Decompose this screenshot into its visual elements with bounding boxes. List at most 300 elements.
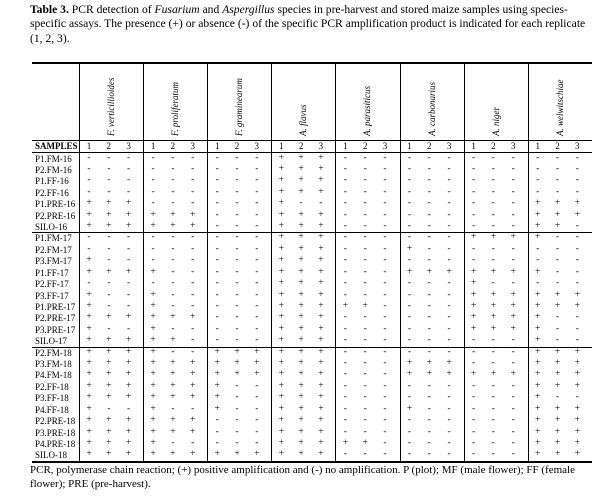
pcr-result-cell: - <box>427 335 431 346</box>
pcr-result-cell: + <box>125 358 132 369</box>
pcr-result-cell: - <box>472 209 476 220</box>
pcr-result-cell: + <box>535 438 541 448</box>
pcr-result-cell: - <box>491 198 495 209</box>
pcr-result-cell: - <box>151 163 155 174</box>
sample-label: SILO-16 <box>35 222 67 233</box>
pcr-result-cell: + <box>278 289 284 300</box>
pcr-result-cell: - <box>191 289 195 300</box>
pcr-result-cell: + <box>86 335 92 346</box>
pcr-result-cell: + <box>150 209 156 220</box>
pcr-result-cell: - <box>447 243 451 254</box>
pcr-result-cell: + <box>406 266 413 277</box>
pcr-result-cell: - <box>235 152 239 163</box>
pcr-result-cell: - <box>383 221 387 232</box>
column-divider <box>143 62 144 462</box>
pcr-result-cell: + <box>86 438 92 448</box>
pcr-result-cell: - <box>235 438 239 448</box>
pcr-result-cell: - <box>171 198 175 209</box>
replicate-number: 2 <box>106 141 112 151</box>
pcr-result-cell: - <box>491 358 495 369</box>
pcr-result-cell: + <box>470 300 477 311</box>
pcr-result-cell: + <box>535 209 541 220</box>
pcr-result-cell: + <box>170 380 176 391</box>
pcr-result-cell: + <box>125 415 132 426</box>
pcr-result-cell: + <box>86 403 92 414</box>
pcr-result-cell: - <box>555 255 560 266</box>
pcr-result-cell: - <box>427 198 431 209</box>
pcr-result-cell: - <box>491 403 495 414</box>
pcr-result-cell: - <box>407 289 412 300</box>
pcr-result-cell: + <box>318 175 324 186</box>
pcr-result-cell: - <box>215 415 219 426</box>
pcr-result-cell: + <box>214 358 220 369</box>
sample-label: P2.FM-16 <box>35 164 72 175</box>
pcr-result-cell: - <box>363 335 367 346</box>
pcr-result-cell: - <box>87 152 91 163</box>
pcr-result-cell: - <box>235 426 239 437</box>
pcr-result-cell: - <box>427 163 431 174</box>
pcr-result-cell: - <box>407 198 412 209</box>
pcr-result-cell: - <box>407 426 412 437</box>
pcr-result-cell: + <box>574 369 580 380</box>
pcr-result-cell: - <box>215 209 219 220</box>
pcr-result-cell: - <box>575 163 579 174</box>
pcr-result-cell: + <box>278 278 284 289</box>
pcr-result-cell: + <box>318 232 324 243</box>
pcr-result-cell: - <box>511 255 515 266</box>
pcr-result-cell: - <box>363 175 367 186</box>
pcr-result-cell: - <box>255 278 259 289</box>
pcr-result-cell: + <box>298 163 304 174</box>
pcr-result-cell: + <box>298 449 304 460</box>
pcr-result-cell: + <box>406 403 413 414</box>
sample-label: P3.FF-18 <box>35 393 69 404</box>
pcr-result-cell: + <box>298 221 304 232</box>
pcr-result-cell: - <box>363 243 367 254</box>
pcr-result-cell: + <box>554 198 561 209</box>
pcr-result-cell: - <box>127 243 131 254</box>
pcr-result-cell: - <box>235 415 239 426</box>
pcr-result-cell: + <box>106 221 112 232</box>
sample-label: P2.FF-17 <box>35 279 69 290</box>
pcr-result-cell: + <box>278 312 284 323</box>
pcr-result-cell: - <box>383 426 387 437</box>
pcr-result-cell: + <box>86 323 92 334</box>
pcr-result-cell: + <box>426 369 432 380</box>
sample-label: P2.FM-18 <box>35 347 72 358</box>
pcr-result-cell: + <box>278 415 284 426</box>
sample-label: P2.FF-16 <box>35 187 69 198</box>
caption-text: Aspergillus <box>222 3 275 16</box>
pcr-result-cell: - <box>107 255 111 266</box>
pcr-result-cell: + <box>86 300 92 311</box>
pcr-result-cell: - <box>191 323 195 334</box>
pcr-result-cell: - <box>343 232 347 243</box>
pcr-result-cell: - <box>575 266 579 277</box>
pcr-result-cell: - <box>235 209 239 220</box>
pcr-result-cell: - <box>575 255 579 266</box>
pcr-result-cell: - <box>555 323 560 334</box>
pcr-result-cell: - <box>235 289 239 300</box>
pcr-result-cell: + <box>278 232 284 243</box>
pcr-result-cell: - <box>343 415 347 426</box>
pcr-result-cell: - <box>255 380 259 391</box>
pcr-result-cell: - <box>383 449 387 460</box>
pcr-result-cell: + <box>318 358 324 369</box>
pcr-result-cell: + <box>554 449 561 460</box>
pcr-result-cell: + <box>125 438 132 448</box>
pcr-result-cell: - <box>383 438 387 448</box>
pcr-result-cell: - <box>447 426 451 437</box>
pcr-result-cell: - <box>511 346 515 357</box>
pcr-result-cell: - <box>407 221 412 232</box>
sample-label: P1.FF-17 <box>35 267 69 278</box>
pcr-result-cell: - <box>407 380 412 391</box>
pcr-result-cell: - <box>491 278 495 289</box>
pcr-result-cell: + <box>510 300 516 311</box>
pcr-result-cell: - <box>511 243 515 254</box>
pcr-result-cell: - <box>383 346 387 357</box>
pcr-result-cell: + <box>170 369 176 380</box>
pcr-result-cell: + <box>535 323 541 334</box>
caption-text: and <box>199 3 223 16</box>
pcr-result-cell: + <box>535 346 541 357</box>
sample-label: P3.PRE-17 <box>35 324 76 335</box>
sample-label: P2.FF-18 <box>35 381 69 392</box>
species-header: A. flavus <box>298 104 309 136</box>
pcr-result-cell: + <box>106 266 112 277</box>
pcr-result-cell: + <box>298 266 304 277</box>
pcr-result-cell: + <box>214 403 220 414</box>
pcr-result-cell: - <box>171 403 175 414</box>
pcr-result-cell: - <box>255 198 259 209</box>
pcr-result-cell: - <box>447 449 451 460</box>
pcr-result-cell: + <box>190 312 196 323</box>
pcr-result-cell: - <box>171 278 175 289</box>
pcr-result-cell: - <box>427 449 431 460</box>
pcr-result-cell: - <box>215 232 219 243</box>
pcr-result-cell: + <box>214 369 220 380</box>
pcr-result-cell: + <box>86 415 92 426</box>
pcr-result-cell: - <box>235 266 239 277</box>
pcr-result-cell: - <box>171 152 175 163</box>
pcr-result-cell: + <box>318 243 324 254</box>
pcr-result-cell: + <box>318 255 324 266</box>
pcr-result-cell: + <box>535 312 541 323</box>
pcr-result-cell: + <box>278 346 284 357</box>
pcr-result-cell: + <box>234 369 240 380</box>
pcr-result-cell: - <box>363 198 367 209</box>
pcr-result-cell: - <box>235 175 239 186</box>
replicate-number: 2 <box>234 141 240 151</box>
pcr-result-cell: - <box>107 243 111 254</box>
pcr-result-cell: - <box>235 312 239 323</box>
pcr-result-cell: - <box>511 335 515 346</box>
pcr-result-cell: + <box>554 369 561 380</box>
pcr-result-cell: + <box>406 369 413 380</box>
pcr-result-cell: + <box>535 300 541 311</box>
caption-label: Table 3. <box>30 3 69 16</box>
pcr-result-cell: + <box>554 209 561 220</box>
pcr-result-cell: - <box>536 243 540 254</box>
pcr-result-cell: - <box>235 380 239 391</box>
pcr-result-cell: - <box>447 289 451 300</box>
sample-label: SILO-18 <box>35 450 67 461</box>
pcr-result-cell: + <box>318 312 324 323</box>
pcr-result-cell: + <box>150 415 156 426</box>
pcr-result-cell: + <box>106 426 112 437</box>
pcr-result-cell: + <box>214 392 220 403</box>
sample-label: SILO-17 <box>35 336 67 347</box>
pcr-result-cell: - <box>472 346 476 357</box>
pcr-result-cell: - <box>87 186 91 197</box>
pcr-result-cell: - <box>191 152 195 163</box>
pcr-result-cell: + <box>490 289 497 300</box>
pcr-result-cell: - <box>171 163 175 174</box>
pcr-result-cell: - <box>511 358 515 369</box>
pcr-result-cell: - <box>215 335 219 346</box>
pcr-result-cell: + <box>150 300 156 311</box>
pcr-result-cell: - <box>235 323 239 334</box>
pcr-result-cell: - <box>151 232 155 243</box>
pcr-result-cell: - <box>363 278 367 289</box>
pcr-result-cell: - <box>555 186 560 197</box>
pcr-result-cell: - <box>191 346 195 357</box>
pcr-result-cell: - <box>235 255 239 266</box>
pcr-result-cell: - <box>447 163 451 174</box>
pcr-result-cell: + <box>318 186 324 197</box>
pcr-result-cell: - <box>107 232 111 243</box>
pcr-result-cell: - <box>107 163 111 174</box>
pcr-result-cell: + <box>278 323 284 334</box>
pcr-result-cell: - <box>491 175 495 186</box>
pcr-result-cell: + <box>554 403 561 414</box>
pcr-result-cell: - <box>215 426 219 437</box>
sample-label: P1.FM-16 <box>35 153 72 164</box>
pcr-result-cell: - <box>255 186 259 197</box>
pcr-result-cell: + <box>150 369 156 380</box>
pcr-result-cell: - <box>491 438 495 448</box>
pcr-result-cell: - <box>427 312 431 323</box>
pcr-result-cell: - <box>511 380 515 391</box>
pcr-result-cell: + <box>190 221 196 232</box>
sample-label: P1.PRE-16 <box>35 199 76 210</box>
replicate-number: 3 <box>446 141 452 151</box>
pcr-result-cell: + <box>278 266 284 277</box>
sample-label: P3.FF-17 <box>35 290 69 301</box>
pcr-result-cell: + <box>490 323 497 334</box>
pcr-result-cell: + <box>278 358 284 369</box>
replicate-number: 3 <box>254 141 260 151</box>
pcr-result-cell: - <box>555 175 560 186</box>
pcr-result-cell: + <box>170 209 176 220</box>
pcr-result-cell: + <box>254 449 260 460</box>
pcr-result-cell: - <box>575 323 579 334</box>
pcr-result-cell: + <box>278 392 284 403</box>
pcr-result-cell: - <box>383 198 387 209</box>
pcr-result-cell: + <box>106 335 112 346</box>
pcr-result-cell: + <box>278 335 284 346</box>
pcr-result-cell: + <box>190 415 196 426</box>
replicate-number: 1 <box>214 141 220 151</box>
pcr-result-cell: + <box>342 300 349 311</box>
pcr-result-cell: + <box>170 392 176 403</box>
pcr-result-cell: - <box>472 415 476 426</box>
pcr-result-cell: - <box>127 289 131 300</box>
pcr-result-cell: + <box>470 232 477 243</box>
pcr-result-cell: - <box>191 175 195 186</box>
pcr-result-cell: + <box>125 392 132 403</box>
pcr-result-cell: - <box>343 369 347 380</box>
pcr-result-cell: + <box>214 380 220 391</box>
pcr-result-cell: + <box>150 392 156 403</box>
pcr-result-cell: - <box>575 186 579 197</box>
pcr-result-cell: - <box>447 175 451 186</box>
pcr-result-cell: + <box>125 426 132 437</box>
pcr-result-cell: - <box>491 255 495 266</box>
replicate-number: 3 <box>510 141 516 151</box>
pcr-result-cell: + <box>490 369 497 380</box>
pcr-result-cell: + <box>318 152 324 163</box>
sample-label: P3.FM-17 <box>35 256 72 267</box>
pcr-result-cell: - <box>472 426 476 437</box>
pcr-result-cell: - <box>343 221 347 232</box>
pcr-result-cell: + <box>318 392 324 403</box>
pcr-result-cell: - <box>235 243 239 254</box>
pcr-result-cell: + <box>298 232 304 243</box>
pcr-result-cell: - <box>555 335 560 346</box>
pcr-result-cell: - <box>191 232 195 243</box>
pcr-result-cell: + <box>535 232 541 243</box>
pcr-result-cell: - <box>191 255 195 266</box>
pcr-result-cell: - <box>343 243 347 254</box>
pcr-result-cell: + <box>86 312 92 323</box>
pcr-result-cell: - <box>383 152 387 163</box>
pcr-result-cell: - <box>363 392 367 403</box>
pcr-result-cell: - <box>363 415 367 426</box>
pcr-result-cell: - <box>343 198 347 209</box>
caption-text: species in pre-harvest and stored maize samples using species-specific assays. The presence (+) or absence (-) of the specific PCR amplification product is indicated for each replicate (1, 2, 3). <box>30 3 586 45</box>
replicate-number: 1 <box>150 141 156 151</box>
pcr-result-cell: + <box>318 426 324 437</box>
pcr-result-cell: - <box>407 255 412 266</box>
pcr-result-cell: - <box>447 312 451 323</box>
pcr-result-cell: + <box>470 312 477 323</box>
pcr-result-cell: - <box>491 426 495 437</box>
replicate-number: 1 <box>407 141 412 151</box>
pcr-result-cell: - <box>255 415 259 426</box>
pcr-result-cell: - <box>447 335 451 346</box>
rule <box>32 62 592 64</box>
pcr-result-cell: - <box>215 152 219 163</box>
pcr-result-cell: + <box>574 358 580 369</box>
pcr-result-cell: - <box>427 175 431 186</box>
replicate-number: 2 <box>555 141 560 151</box>
pcr-result-cell: + <box>125 369 132 380</box>
pcr-result-cell: + <box>234 358 240 369</box>
pcr-result-cell: - <box>575 152 579 163</box>
pcr-result-cell: + <box>278 243 284 254</box>
pcr-result-cell: - <box>235 232 239 243</box>
pcr-result-cell: + <box>318 300 324 311</box>
pcr-result-cell: - <box>343 449 347 460</box>
pcr-result-cell: + <box>86 255 92 266</box>
pcr-result-cell: - <box>511 392 515 403</box>
pcr-result-cell: + <box>150 323 156 334</box>
pcr-result-cell: + <box>574 380 580 391</box>
table-footnote: PCR, polymerase chain reaction; (+) positive amplification and (-) no amplification. P (plot); MF (male flower); FF (female flower); PRE (pre-harvest). <box>30 464 575 490</box>
pcr-result-cell: + <box>125 312 132 323</box>
pcr-result-cell: + <box>86 426 92 437</box>
pcr-result-cell: - <box>319 198 323 209</box>
pcr-result-cell: - <box>215 312 219 323</box>
pcr-result-cell: - <box>171 323 175 334</box>
pcr-result-cell: - <box>383 209 387 220</box>
pcr-result-cell: - <box>343 392 347 403</box>
pcr-result-cell: - <box>87 175 91 186</box>
pcr-result-cell: - <box>407 323 412 334</box>
pcr-result-cell: + <box>298 369 304 380</box>
pcr-result-cell: - <box>383 392 387 403</box>
pcr-result-cell: + <box>106 198 112 209</box>
pcr-result-cell: - <box>427 438 431 448</box>
pcr-result-cell: - <box>511 152 515 163</box>
pcr-result-cell: - <box>235 300 239 311</box>
replicate-number: 3 <box>126 141 131 151</box>
pcr-result-cell: + <box>318 346 324 357</box>
pcr-result-cell: - <box>536 255 540 266</box>
pcr-result-cell: - <box>427 243 431 254</box>
pcr-result-cell: + <box>278 152 284 163</box>
pcr-result-cell: - <box>472 243 476 254</box>
pcr-result-cell: + <box>150 380 156 391</box>
pcr-result-cell: + <box>278 175 284 186</box>
replicate-number: 3 <box>382 141 388 151</box>
pcr-result-cell: + <box>278 300 284 311</box>
pcr-result-cell: - <box>427 289 431 300</box>
pcr-result-cell: + <box>86 392 92 403</box>
pcr-result-cell: + <box>406 358 413 369</box>
pcr-result-cell: - <box>151 243 155 254</box>
pcr-result-cell: + <box>254 346 260 357</box>
pcr-result-cell: - <box>171 186 175 197</box>
pcr-result-cell: + <box>554 300 561 311</box>
pcr-result-cell: - <box>447 403 451 414</box>
pcr-result-cell: - <box>383 255 387 266</box>
pcr-result-cell: + <box>535 289 541 300</box>
pcr-result-cell: - <box>191 335 195 346</box>
pcr-result-cell: + <box>318 415 324 426</box>
pcr-result-cell: - <box>215 300 219 311</box>
pcr-result-cell: - <box>383 163 387 174</box>
pcr-result-cell: + <box>190 426 196 437</box>
column-divider <box>528 62 529 462</box>
pcr-result-cell: - <box>343 335 347 346</box>
pcr-result-cell: + <box>125 221 132 232</box>
pcr-result-cell: + <box>298 289 304 300</box>
pcr-result-cell: - <box>447 278 451 289</box>
pcr-result-cell: - <box>472 186 476 197</box>
pcr-result-cell: - <box>472 335 476 346</box>
pcr-result-cell: - <box>299 198 303 209</box>
pcr-result-cell: + <box>125 335 132 346</box>
pcr-result-cell: + <box>510 323 516 334</box>
pcr-result-cell: - <box>575 335 579 346</box>
pcr-result-cell: - <box>472 403 476 414</box>
pcr-result-cell: - <box>536 278 540 289</box>
pcr-result-cell: - <box>407 278 412 289</box>
pcr-result-cell: - <box>363 312 367 323</box>
